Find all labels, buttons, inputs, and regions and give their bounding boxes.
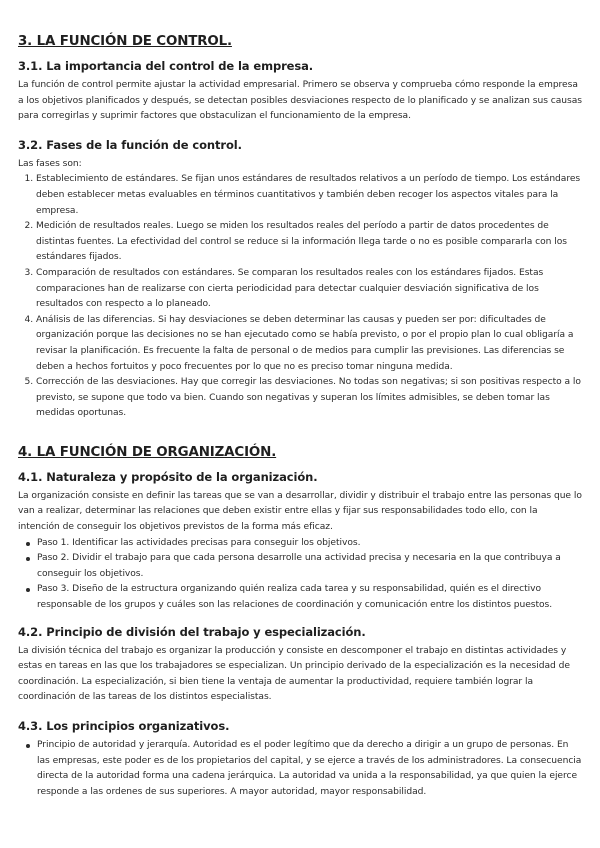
principles-list [18, 738, 582, 800]
subsection-3-1-paragraph: La función de control permite ajustar la actividad empresarial. Primero se observa y comprueba cómo responde la empresa a los objetivos planificados y después, se detectan posibles desviaciones respecto de lo planificado y se analizan sus causas para corregirlas y suprimir factores que obstaculizan el funcionamiento de la empresa. [18, 80, 582, 122]
phase-item: 5. Corrección de las desviaciones. Hay que corregir las desviaciones. No todas son negativas; si son positivas respecto a lo previsto, se supone que todo va bien. Cuando son negativas y superan los límites admisibles, se deben tomar las medidas oportunas. [36, 375, 582, 422]
step-item: Paso 1. Identificar las actividades precisas para conseguir los objetivos. [37, 536, 582, 552]
phases-intro: Las fases son: [18, 158, 82, 169]
phase-item: 2. Medición de resultados reales. Luego se miden los resultados reales del período a partir de datos procedentes de distintas fuentes. La efectividad del control se reduce si la información llega tarde o no es posible compararla con los estándares fijados. [36, 219, 582, 266]
subsection-gap [18, 614, 582, 624]
step-item: Paso 2. Dividir el trabajo para que cada persona desarrolle una actividad precisa y necesaria en la que contribuya a conseguir los objetivos. [37, 551, 582, 582]
principle-item: Principio de autoridad y jerarquía. Autoridad es el poder legítimo que da derecho a dirigir a un grupo de personas. En las empresas, este poder es de los propietarios del capital, y se ejerce a través de los administradores. La consecuencia directa de la autoridad forma una cadena jerárquica. La autoridad va unida a la responsabilidad, ya que quien la ejerce responde a las ordenes de sus superiores. A mayor autoridad, mayor responsabilidad. [37, 738, 582, 800]
subsection-4-3-heading: 4.3. Los principios organizativos. [18, 719, 230, 733]
phases-list [18, 172, 582, 422]
phase-item: 3. Comparación de resultados con estándares. Se comparan los resultados reales con los estándares fijados. Estas comparaciones han de realizarse con cierta periodicidad para detectar cualquier desviación significativa de los resultados con respecto a lo planeado. [36, 266, 582, 313]
phase-item: 1. Establecimiento de estándares. Se fijan unos estándares de resultados relativos a un período de tiempo. Los estándares deben establecer metas evaluables en términos cuantitativos y también deben recoger los aspectos vitales para la empresa. [36, 172, 582, 219]
subsection-3-1-heading: 3.1. La importancia del control de la empresa. [18, 59, 314, 73]
subsection-4-2-heading: 4.2. Principio de división del trabajo y especialización. [18, 624, 366, 639]
phase-item: 4. Análisis de las diferencias. Si hay desviaciones se deben determinar las causas y pueden ser por: dificultades de organización porque las decisiones no se han ejecutado como se había previsto, o por el propio plan lo cual obligaría a revisar la planificación. Es frecuente la falta de personal o de medios para cumplir las previsiones. Las diferencias se deben a hechos fortuitos y poco frecuentes por lo que no es preciso tomar ninguna medida. [36, 313, 582, 375]
subsection-3-2-heading: 3.2. Fases de la función de control. [18, 137, 242, 152]
subsection-4-1-paragraph: La organización consiste en definir las tareas que se van a desarrollar, dividir y distribuir el trabajo entre las personas que lo van a realizar, determinar las relaciones que deben existir entre ellas y fijar sus responsabilidades todo ello, con la intención de conseguir los objetivos previstos de la forma más eficaz. [18, 490, 582, 533]
section-4-heading: 4. LA FUNCIÓN DE ORGANIZACIÓN. [18, 444, 277, 460]
subsection-4-1-heading: 4.1. Naturaleza y propósito de la organización. [18, 469, 318, 484]
subsection-4-2-paragraph: La división técnica del trabajo es organizar la producción y consiste en descomponer el trabajo en distintas actividades y estas en tareas en las que los trabajadores se especializan. Un principio derivado de la especialización es la necesidad de coordinación. La especialización, si bien tiene la ventaja de aumentar la productividad, requiere también lograr la coordinación de las tareas de los distintos especialistas. [18, 645, 570, 703]
section-gap [18, 422, 582, 444]
step-item: Paso 3. Diseño de la estructura organizando quién realiza cada tarea y su responsabilidad, quién es el directivo responsable de los grupos y cuáles son las relaciones de coordinación y comunicación entre los distintos puestos. [37, 582, 582, 613]
steps-list [18, 536, 582, 614]
section-3-heading: 3. LA FUNCIÓN DE CONTROL. [18, 34, 232, 49]
